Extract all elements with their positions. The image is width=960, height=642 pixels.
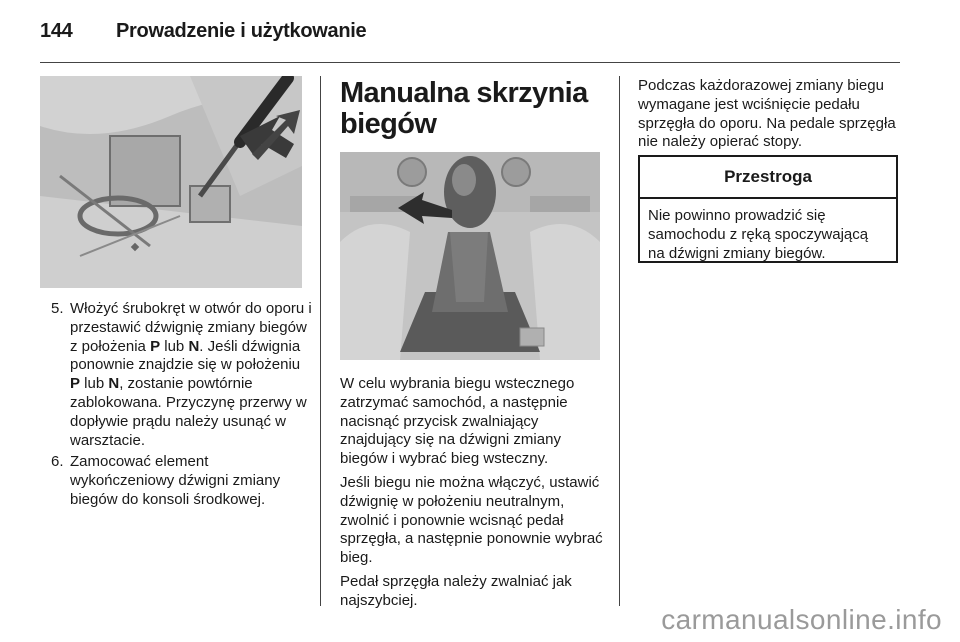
gear-lever-figure	[340, 152, 600, 360]
instruction-list	[46, 300, 312, 510]
warning-box	[638, 155, 898, 263]
paragraph: Podczas każdorazowej zmiany biegu wymagane jest wciśnięcie pedału sprzęgła do oporu. Na pedale sprzęgła nie należy opierać stopy.	[638, 77, 896, 151]
paragraph: Pedał sprzęgła należy zwalniać jak najszybciej.	[340, 572, 572, 609]
paragraph: Jeśli biegu nie można włączyć, ustawić dźwignię w położeniu neutralnym, zwolnić i ponownie wcisnąć pedał sprzęgła, a następnie ponownie wybrać bieg.	[340, 473, 603, 567]
step-text: Włożyć śrubokręt w otwór do oporu i przestawić dźwignię zmiany biegów z położenia	[70, 300, 312, 355]
header-rule	[40, 62, 900, 63]
right-column-text	[638, 77, 906, 157]
list-item	[46, 300, 312, 450]
page-header	[40, 20, 366, 43]
left-column-text	[46, 300, 312, 513]
middle-column-text	[340, 375, 605, 616]
page-title: Prowadzenie i użytkowanie	[116, 20, 367, 42]
watermark: carmanualsonline.info	[661, 604, 942, 635]
step-number: 6.	[51, 453, 64, 471]
position-label: P	[70, 375, 81, 393]
warning-title: Przestroga	[640, 157, 896, 199]
step-text: lub	[80, 375, 109, 393]
step-text: , zostanie powtórnie zablokowana. Przyczynę przerwy w dopływie prądu należy usunąć w warsztacie.	[70, 375, 307, 449]
screwdriver-release-figure	[40, 76, 302, 288]
page-number: 144	[40, 20, 73, 42]
step-number: 5.	[51, 300, 64, 317]
position-label: N	[108, 375, 120, 393]
step-text: lub	[160, 337, 189, 355]
position-label: N	[188, 337, 200, 355]
step-text: Zamocować element wykończeniowy dźwigni zmiany biegów do konsoli środkowej.	[70, 453, 281, 508]
position-label: P	[150, 337, 161, 355]
column-divider-left	[320, 76, 321, 606]
section-title: Manualna skrzynia biegów	[340, 77, 588, 140]
step-text: . Jeśli dźwignia ponownie znajdzie się w położeniu	[70, 337, 301, 374]
paragraph: W celu wybrania biegu wstecznego zatrzymać samochód, a następnie nacisnąć przycisk zwalniający znajdujący się na dźwigni zmiany biegów i wybrać bieg wsteczny.	[340, 375, 575, 468]
column-divider-right	[619, 76, 620, 606]
list-item	[46, 453, 312, 509]
warning-text: Nie powinno prowadzić się samochodu z ręką spoczywającą na dźwigni zmiany biegów.	[648, 207, 869, 262]
